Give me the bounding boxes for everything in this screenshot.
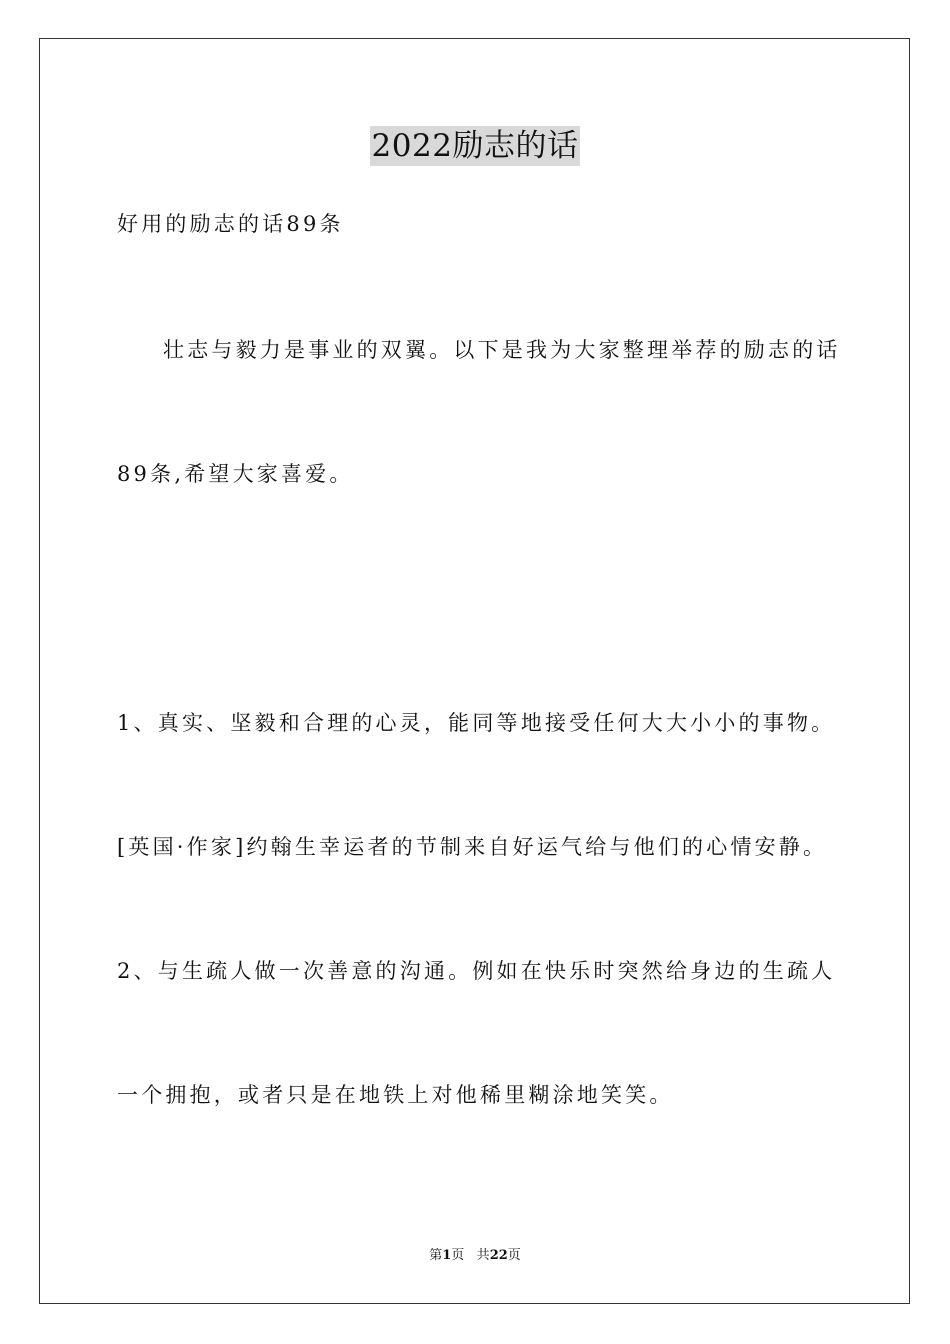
total-prefix: 共 xyxy=(476,1248,490,1263)
page-prefix: 第 xyxy=(429,1248,443,1263)
paragraph-line: 2、与生疏人做一次善意的沟通。例如在快乐时突然给身边的生疏人 xyxy=(117,959,836,983)
document-subtitle: 好用的励志的话89条 xyxy=(117,212,344,236)
document-title: 2022励志的话 xyxy=(371,128,579,164)
page-number: 1 xyxy=(442,1248,452,1263)
paragraph-line: [英国·作家]约翰生幸运者的节制来自好运气给与他们的心情安静。 xyxy=(117,835,828,859)
paragraph-line: 壮志与毅力是事业的双翼。以下是我为大家整理举荐的励志的话 xyxy=(163,338,841,362)
paragraph-line: 89条,希望大家喜爱。 xyxy=(117,462,354,486)
page-footer xyxy=(0,1247,950,1265)
page-suffix: 页 xyxy=(451,1248,465,1263)
paragraph-line: 一个拥抱，或者只是在地铁上对他稀里糊涂地笑笑。 xyxy=(117,1083,674,1107)
paragraph-line: 1、真实、坚毅和合理的心灵，能同等地接受任何大大小小的事物。 xyxy=(117,711,836,735)
total-suffix: 页 xyxy=(507,1248,521,1263)
total-pages: 22 xyxy=(489,1248,508,1263)
title-container xyxy=(0,126,950,166)
